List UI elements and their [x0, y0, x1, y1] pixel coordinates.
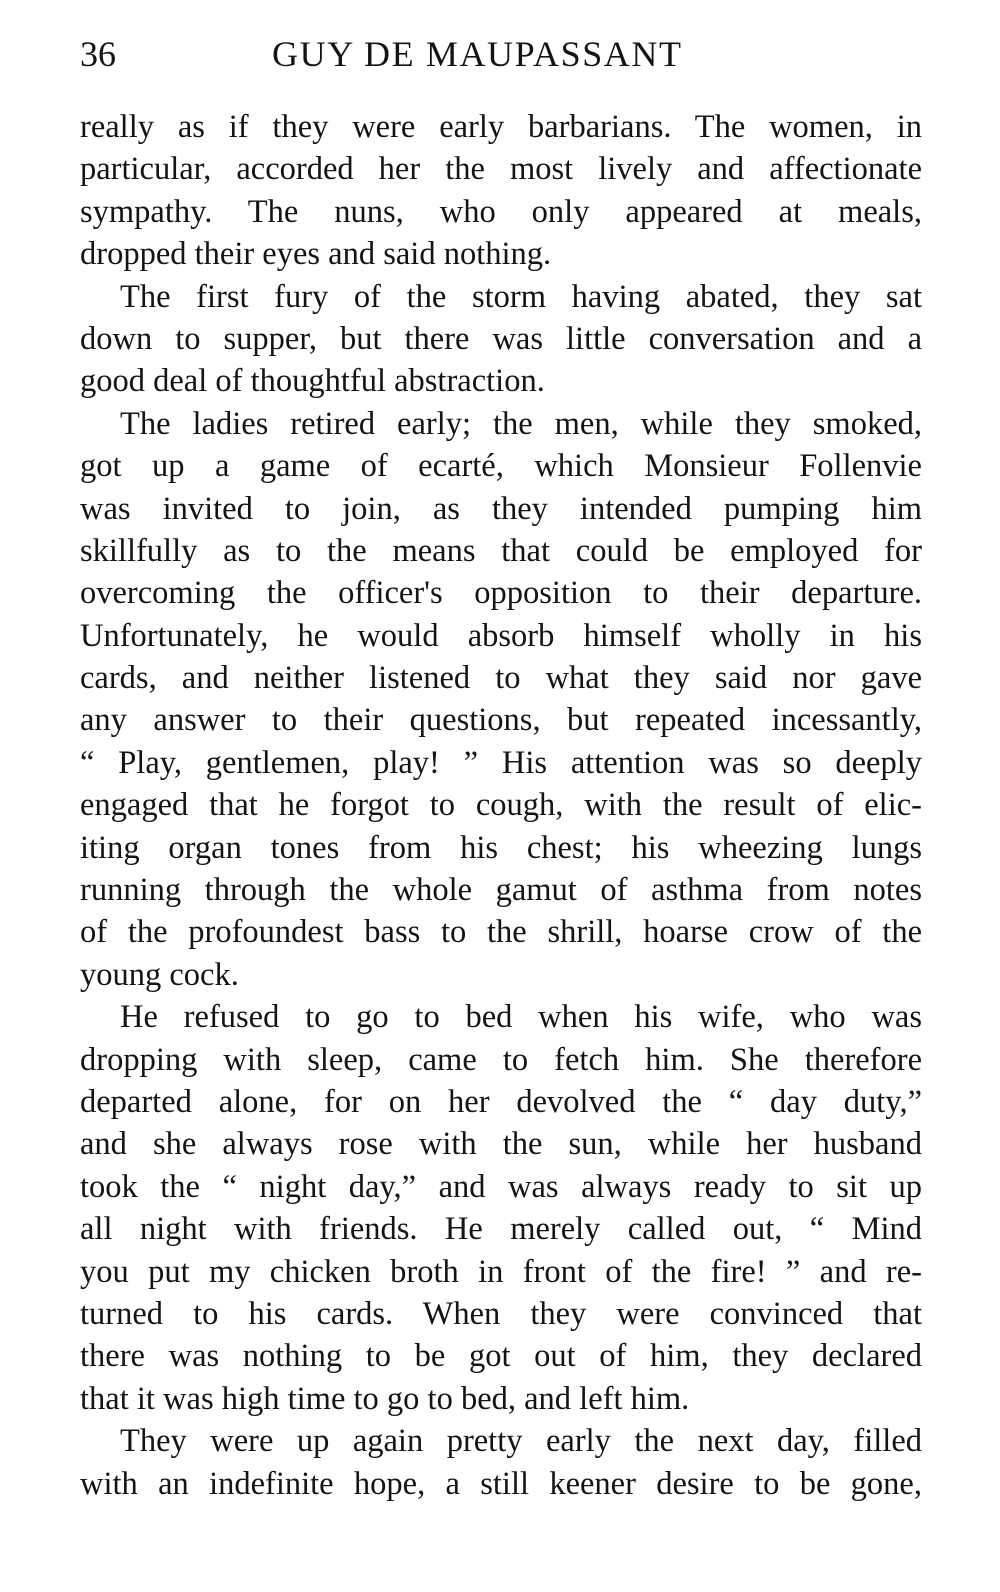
text-line: departed alone, for on her devolved the “ day duty,” — [80, 1083, 922, 1120]
text-line: any answer to their questions, but repeated incessantly, — [80, 702, 922, 739]
text-line: He refused to go to bed when his wife, who was — [120, 999, 922, 1036]
text-line: Unfortunately, he would absorb himself wholly in his — [80, 617, 922, 654]
text-line: The ladies retired early; the men, while they smoked, — [120, 405, 922, 442]
text-line: all night with friends. He merely called out, “ Mind — [80, 1211, 922, 1248]
text-line: there was nothing to be got out of him, they declared — [80, 1338, 922, 1375]
body-text — [80, 106, 922, 1505]
text-line: got up a game of ecarté, which Monsieur Follenvie — [80, 448, 922, 485]
text-line: dropped their eyes and said nothing. — [80, 236, 552, 273]
text-line: They were up again pretty early the next day, filled — [120, 1423, 922, 1460]
text-line: really as if they were early barbarians. The women, in — [80, 109, 922, 145]
book-title: GUY DE MAUPASSANT — [272, 34, 683, 74]
text-line: particular, accorded her the most lively and affectionate — [80, 151, 922, 188]
text-line: iting organ tones from his chest; his wheezing lungs — [80, 829, 922, 866]
text-line: running through the whole gamut of asthma from notes — [80, 872, 922, 909]
text-line: you put my chicken broth in front of the fire! ” and re- — [80, 1253, 922, 1290]
text-line: skillfully as to the means that could be employed for — [80, 532, 922, 569]
text-line: young cock. — [80, 956, 239, 993]
running-head — [80, 30, 922, 78]
page-number: 36 — [80, 34, 116, 74]
text-line: with an indefinite hope, a still keener desire to be gone, — [80, 1465, 922, 1502]
text-line: “ Play, gentlemen, play! ” His attention was so deeply — [80, 744, 922, 781]
text-line: took the “ night day,” and was always ready to sit up — [80, 1168, 922, 1205]
text-line: The first fury of the storm having abated, they sat — [120, 278, 922, 315]
text-line: sympathy. The nuns, who only appeared at meals, — [80, 193, 922, 230]
text-line: and she always rose with the sun, while her husband — [80, 1126, 922, 1163]
text-line: turned to his cards. When they were convinced that — [80, 1295, 922, 1332]
text-line: dropping with sleep, came to fetch him. She therefore — [80, 1041, 922, 1078]
text-line: of the profoundest bass to the shrill, hoarse crow of the — [80, 914, 922, 951]
text-line: engaged that he forgot to cough, with the result of elic- — [80, 787, 922, 824]
text-line: overcoming the officer's opposition to their departure. — [80, 575, 922, 612]
text-line: good deal of thoughtful abstraction. — [80, 363, 545, 400]
text-line: was invited to join, as they intended pumping him — [80, 490, 922, 527]
text-line: down to supper, but there was little conversation and a — [80, 320, 922, 357]
text-line: that it was high time to go to bed, and left him. — [80, 1380, 690, 1417]
text-line: cards, and neither listened to what they said nor gave — [80, 660, 922, 697]
